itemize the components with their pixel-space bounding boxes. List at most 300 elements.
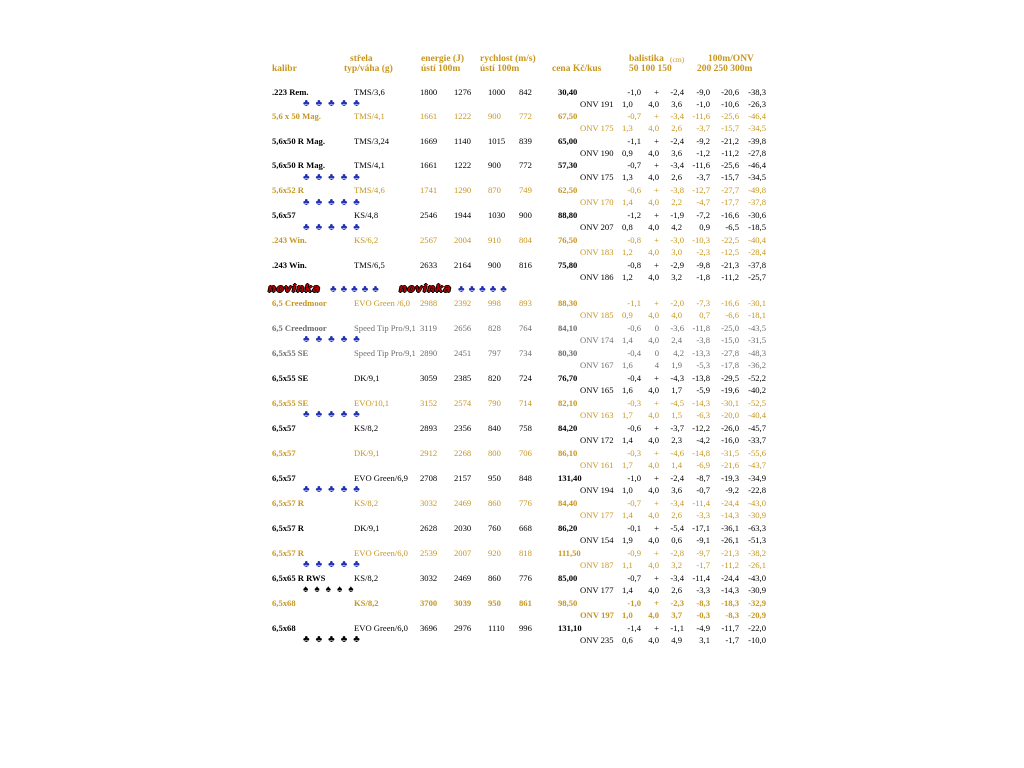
balistika-cell: + [654, 623, 659, 633]
rychlost-usti-cell: 900 [488, 111, 501, 121]
rychlost-100-cell: 749 [519, 185, 532, 195]
balistika-onv-cell: 3,0 [671, 247, 682, 257]
balistika-cell: -0,3 [627, 448, 641, 458]
balistika-onv-cell: 2,4 [671, 335, 682, 345]
onv-drop-onv-cell: -15,0 [721, 335, 739, 345]
onv-drop-onv-cell: -51,3 [748, 535, 766, 545]
rychlost-usti-cell: 797 [488, 348, 501, 358]
kalibr-cell: 6,5x57 R [272, 523, 304, 533]
balistika-cell: -2,4 [670, 136, 684, 146]
onv-drop-onv-cell: -17,8 [721, 360, 739, 370]
balistika-cell: -0,4 [627, 373, 641, 383]
energie-100-cell: 2164 [454, 260, 472, 270]
kalibr-cell: 5,6x52 R [272, 185, 304, 195]
balistika-onv-cell: 0,9 [622, 148, 633, 158]
onv-drop-onv-cell: -1,0 [696, 99, 710, 109]
rychlost-usti-cell: 800 [488, 448, 501, 458]
balistika-onv-cell: 4,0 [648, 510, 659, 520]
cena-cell: 131,10 [558, 623, 582, 633]
balistika-onv-cell: 1,0 [622, 99, 633, 109]
balistika-onv-cell: 4,2 [671, 222, 682, 232]
typ-cell: TMS/4,1 [354, 111, 385, 121]
kalibr-cell: 6,5x57 R [272, 548, 304, 558]
onv-drop-onv-cell: -10,6 [721, 99, 739, 109]
balistika-cell: + [654, 260, 659, 270]
balistika-cell: -2,0 [670, 298, 684, 308]
balistika-onv-cell: 1,9 [622, 535, 633, 545]
onv-drop-onv-cell: -1,7 [696, 560, 710, 570]
onv-drop-onv-cell: -43,7 [748, 460, 766, 470]
balistika-cell: + [654, 373, 659, 383]
balistika-cell: -3,4 [670, 111, 684, 121]
onv-drop-onv-cell: -40,4 [748, 410, 766, 420]
rychlost-100-cell: 996 [519, 623, 532, 633]
energie-usti-cell: 2708 [420, 473, 438, 483]
balistika-onv-cell: 4,0 [648, 410, 659, 420]
energie-100-cell: 2469 [454, 498, 472, 508]
energie-100-cell: 2157 [454, 473, 472, 483]
rychlost-usti-cell: 920 [488, 548, 501, 558]
onv-drop-onv-cell: -5,9 [696, 385, 710, 395]
typ-cell: EVO Green /6,0 [354, 298, 411, 308]
cena-cell: 76,70 [558, 373, 578, 383]
balistika-onv-cell: 3,2 [671, 272, 682, 282]
onv-drop-cell: -9,8 [696, 260, 710, 270]
typ-cell: DK/9,1 [354, 373, 380, 383]
balistika-onv-cell: 3,2 [671, 560, 682, 570]
novinka-badge-left: novinka [268, 282, 321, 295]
onv-drop-cell: -25,6 [721, 111, 739, 121]
typ-cell: TMS/6,5 [354, 260, 385, 270]
balistika-onv-cell: 4,0 [648, 460, 659, 470]
rychlost-usti-cell: 1015 [488, 136, 506, 146]
table-row [0, 323, 1024, 335]
onv-drop-onv-cell: -14,3 [721, 510, 739, 520]
onv-drop-onv-cell: -3,3 [696, 510, 710, 520]
header-energie-sub: ústí 100m [421, 64, 461, 74]
onv-drop-cell: -36,1 [721, 523, 739, 533]
onv-drop-cell: -27,7 [721, 185, 739, 195]
onv-drop-onv-cell: -1,2 [696, 148, 710, 158]
energie-usti-cell: 2539 [420, 548, 438, 558]
onv-distance-cell: ONV 177 [580, 585, 614, 595]
onv-drop-cell: -22,0 [748, 623, 766, 633]
rychlost-usti-cell: 1110 [488, 623, 505, 633]
balistika-onv-cell: 1,0 [622, 485, 633, 495]
onv-drop-onv-cell: -6,6 [725, 310, 739, 320]
onv-drop-onv-cell: -18,1 [748, 310, 766, 320]
balistika-onv-cell: 2,2 [671, 197, 682, 207]
onv-drop-onv-cell: -0,7 [696, 485, 710, 495]
kalibr-cell: 5,6x50 R Mag. [272, 136, 325, 146]
balistika-onv-cell: 4,0 [648, 222, 659, 232]
energie-usti-cell: 2890 [420, 348, 438, 358]
balistika-cell: -0,7 [627, 498, 641, 508]
rychlost-usti-cell: 1030 [488, 210, 506, 220]
onv-drop-onv-cell: -5,3 [696, 360, 710, 370]
table-row [0, 87, 1024, 99]
rychlost-100-cell: 758 [519, 423, 532, 433]
onv-drop-onv-cell: -20,9 [748, 610, 766, 620]
onv-drop-cell: -32,9 [748, 598, 766, 608]
rychlost-100-cell: 776 [519, 573, 532, 583]
table-row-sub [0, 485, 1024, 497]
onv-drop-onv-cell: -6,5 [725, 222, 739, 232]
header-balistika-sub: 50 100 150 [629, 64, 672, 74]
header-balistika-unit: (cm) [670, 55, 685, 64]
balistika-cell: -1,0 [627, 87, 641, 97]
energie-100-cell: 1290 [454, 185, 472, 195]
kalibr-cell: 6,5x57 [272, 473, 296, 483]
balistika-onv-cell: 4,0 [648, 535, 659, 545]
balistika-cell: -3,7 [670, 423, 684, 433]
table-row-sub [0, 335, 1024, 347]
kalibr-cell: 6,5 Creedmoor [272, 323, 327, 333]
balistika-onv-cell: 1,4 [622, 197, 633, 207]
kalibr-cell: 6,5x57 [272, 423, 296, 433]
cena-cell: 80,30 [558, 348, 578, 358]
header-rychlost-sub: ústí 100m [480, 64, 520, 74]
balistika-onv-cell: 2,6 [671, 172, 682, 182]
typ-cell: EVO Green/6,0 [354, 623, 408, 633]
balistika-onv-cell: 1,3 [622, 172, 633, 182]
balistika-onv-cell: 4,0 [648, 197, 659, 207]
energie-usti-cell: 3152 [420, 398, 438, 408]
onv-drop-cell: -16,6 [721, 298, 739, 308]
balistika-onv-cell: 1,4 [622, 585, 633, 595]
table-row [0, 523, 1024, 535]
balistika-cell: + [654, 598, 659, 608]
onv-drop-cell: -9,7 [696, 548, 710, 558]
balistika-onv-cell: 1,4 [671, 460, 682, 470]
balistika-cell: 0 [654, 348, 659, 358]
onv-drop-onv-cell: -26,1 [748, 560, 766, 570]
balistika-cell: -2,8 [670, 548, 684, 558]
balistika-cell: -4,6 [670, 448, 684, 458]
rychlost-usti-cell: 950 [488, 598, 501, 608]
balistika-cell: + [654, 136, 659, 146]
typ-cell: TMS/4,6 [354, 185, 385, 195]
balistika-onv-cell: 1,9 [671, 360, 682, 370]
energie-100-cell: 1140 [454, 136, 471, 146]
cena-cell: 111,50 [558, 548, 581, 558]
onv-drop-onv-cell: -11,2 [721, 560, 739, 570]
balistika-cell: + [654, 498, 659, 508]
onv-distance-cell: ONV 177 [580, 510, 614, 520]
energie-100-cell: 2030 [454, 523, 472, 533]
balistika-cell: + [654, 87, 659, 97]
rychlost-100-cell: 772 [519, 160, 532, 170]
rychlost-usti-cell: 828 [488, 323, 501, 333]
balistika-cell: -3,4 [670, 573, 684, 583]
cena-cell: 82,10 [558, 398, 578, 408]
onv-drop-onv-cell: -8,3 [725, 610, 739, 620]
onv-drop-onv-cell: -26,3 [748, 99, 766, 109]
balistika-cell: -0,6 [627, 185, 641, 195]
onv-distance-cell: ONV 183 [580, 247, 614, 257]
balistika-onv-cell: 0,6 [671, 535, 682, 545]
onv-drop-cell: -25,0 [721, 323, 739, 333]
energie-usti-cell: 3032 [420, 498, 438, 508]
energie-usti-cell: 3032 [420, 573, 438, 583]
onv-drop-cell: -40,4 [748, 235, 766, 245]
balistika-cell: -3,0 [670, 235, 684, 245]
balistika-onv-cell: 4,0 [648, 99, 659, 109]
onv-drop-cell: -8,3 [696, 598, 710, 608]
energie-100-cell: 2976 [454, 623, 472, 633]
balistika-cell: + [654, 111, 659, 121]
balistika-onv-cell: 4,0 [648, 610, 659, 620]
balistika-cell: + [654, 160, 659, 170]
header-balistika: balistika [629, 54, 664, 64]
onv-drop-cell: -30,1 [721, 398, 739, 408]
balistika-onv-cell: 1,6 [622, 385, 633, 395]
cena-cell: 88,30 [558, 298, 578, 308]
balistika-onv-cell: 4,0 [648, 560, 659, 570]
onv-distance-cell: ONV 187 [580, 560, 614, 570]
balistika-onv-cell: 4,0 [648, 272, 659, 282]
balistika-cell: -0,6 [627, 423, 641, 433]
energie-100-cell: 2007 [454, 548, 472, 558]
onv-drop-cell: -8,7 [696, 473, 710, 483]
onv-drop-cell: -7,2 [696, 210, 710, 220]
table-row-sub [0, 123, 1024, 135]
onv-drop-onv-cell: -34,5 [748, 172, 766, 182]
onv-drop-onv-cell: -0,3 [696, 610, 710, 620]
cena-cell: 86,10 [558, 448, 578, 458]
onv-drop-cell: -12,2 [692, 423, 710, 433]
onv-distance-cell: ONV 235 [580, 635, 614, 645]
onv-drop-onv-cell: -25,7 [748, 272, 766, 282]
energie-100-cell: 2469 [454, 573, 472, 583]
rychlost-100-cell: 861 [519, 598, 532, 608]
rychlost-100-cell: 893 [519, 298, 532, 308]
onv-distance-cell: ONV 174 [580, 335, 614, 345]
onv-drop-onv-cell: -40,2 [748, 385, 766, 395]
cena-cell: 84,40 [558, 498, 578, 508]
onv-distance-cell: ONV 185 [580, 310, 614, 320]
rychlost-100-cell: 816 [519, 260, 532, 270]
rychlost-100-cell: 734 [519, 348, 532, 358]
typ-cell: TMS/4,1 [354, 160, 385, 170]
table-row [0, 548, 1024, 560]
typ-cell: Speed Tip Pro/9,1 [354, 323, 416, 333]
balistika-cell: -2,9 [670, 260, 684, 270]
rychlost-100-cell: 818 [519, 548, 532, 558]
onv-drop-cell: -7,3 [696, 298, 710, 308]
onv-drop-onv-cell: -20,0 [721, 410, 739, 420]
energie-usti-cell: 1741 [420, 185, 438, 195]
onv-distance-cell: ONV 207 [580, 222, 614, 232]
cena-cell: 88,80 [558, 210, 578, 220]
onv-drop-cell: -46,4 [748, 160, 766, 170]
table-row [0, 473, 1024, 485]
cena-cell: 86,20 [558, 523, 578, 533]
onv-drop-onv-cell: -22,8 [748, 485, 766, 495]
balistika-onv-cell: 4,0 [648, 123, 659, 133]
rychlost-100-cell: 764 [519, 323, 532, 333]
header-onv: 100m/ONV [708, 54, 754, 64]
header-rychlost: rychlost (m/s) [480, 54, 536, 64]
onv-drop-onv-cell: -15,7 [721, 123, 739, 133]
balistika-cell: -1,1 [627, 136, 641, 146]
onv-drop-cell: -52,2 [748, 373, 766, 383]
balistika-cell: -3,4 [670, 160, 684, 170]
cena-cell: 30,40 [558, 87, 578, 97]
balistika-cell: -0,7 [627, 111, 641, 121]
rychlost-usti-cell: 860 [488, 573, 501, 583]
club-suit-icons: ♣♣♣♣♣ [303, 484, 366, 495]
header-typ-vaha: typ/váha (g) [344, 64, 393, 74]
energie-100-cell: 1276 [454, 87, 472, 97]
club-suit-icons: ♣♣♣♣♣ [303, 172, 366, 183]
kalibr-cell: 6,5x65 R RWS [272, 573, 326, 583]
table-row [0, 398, 1024, 410]
balistika-cell: + [654, 448, 659, 458]
energie-100-cell: 2451 [454, 348, 472, 358]
onv-drop-cell: -38,2 [748, 548, 766, 558]
table-row-sub [0, 610, 1024, 622]
cena-cell: 98,50 [558, 598, 578, 608]
table-row-sub [0, 360, 1024, 372]
balistika-onv-cell: 1,4 [622, 435, 633, 445]
onv-drop-cell: -55,6 [748, 448, 766, 458]
balistika-onv-cell: 4,0 [671, 310, 682, 320]
table-row [0, 348, 1024, 360]
typ-cell: KS/8,2 [354, 498, 379, 508]
onv-drop-cell: -30,1 [748, 298, 766, 308]
header-energie: energie (J) [421, 54, 464, 64]
onv-drop-cell: -13,8 [692, 373, 710, 383]
balistika-cell: -2,4 [670, 473, 684, 483]
onv-drop-onv-cell: -19,6 [721, 385, 739, 395]
balistika-onv-cell: 0,6 [622, 635, 633, 645]
onv-drop-onv-cell: -3,3 [696, 585, 710, 595]
balistika-cell: -0,9 [627, 548, 641, 558]
onv-drop-cell: -31,5 [721, 448, 739, 458]
cena-cell: 67,50 [558, 111, 578, 121]
onv-drop-cell: -21,3 [721, 548, 739, 558]
balistika-onv-cell: 4,0 [648, 172, 659, 182]
table-row [0, 235, 1024, 247]
onv-distance-cell: ONV 170 [580, 197, 614, 207]
onv-drop-onv-cell: -1,7 [725, 635, 739, 645]
onv-drop-onv-cell: -36,2 [748, 360, 766, 370]
balistika-cell: + [654, 473, 659, 483]
header-onv-sub: 200 250 300m [697, 64, 753, 74]
balistika-onv-cell: 1,4 [622, 335, 633, 345]
balistika-cell: -0,3 [627, 398, 641, 408]
table-row [0, 623, 1024, 635]
onv-drop-onv-cell: -21,6 [721, 460, 739, 470]
kalibr-cell: 6,5x55 SE [272, 373, 309, 383]
balistika-cell: + [654, 210, 659, 220]
energie-usti-cell: 2912 [420, 448, 438, 458]
balistika-cell: -3,4 [670, 498, 684, 508]
table-row-sub [0, 410, 1024, 422]
balistika-onv-cell: 1,7 [622, 410, 633, 420]
table-row-sub [0, 385, 1024, 397]
rychlost-usti-cell: 860 [488, 498, 501, 508]
club-suit-icons-banner-2: ♣♣♣♣♣ [458, 284, 511, 295]
cena-cell: 85,00 [558, 573, 578, 583]
energie-usti-cell: 3696 [420, 623, 438, 633]
balistika-cell: -1,2 [627, 210, 641, 220]
cena-cell: 62,50 [558, 185, 578, 195]
onv-drop-cell: -27,8 [721, 348, 739, 358]
typ-cell: KS/8,2 [354, 598, 379, 608]
rychlost-usti-cell: 790 [488, 398, 501, 408]
typ-cell: EVO Green/6,0 [354, 548, 408, 558]
typ-cell: TMS/3,24 [354, 136, 390, 146]
balistika-onv-cell: 4,0 [648, 435, 659, 445]
energie-usti-cell: 3119 [420, 323, 437, 333]
rychlost-100-cell: 706 [519, 448, 532, 458]
onv-drop-onv-cell: -12,5 [721, 247, 739, 257]
kalibr-cell: 6,5x55 SE [272, 398, 309, 408]
rychlost-100-cell: 839 [519, 136, 532, 146]
balistika-cell: -1,1 [670, 623, 684, 633]
balistika-cell: -0,6 [627, 323, 641, 333]
onv-distance-cell: ONV 167 [580, 360, 614, 370]
balistika-cell: -0,8 [627, 235, 641, 245]
energie-100-cell: 2004 [454, 235, 472, 245]
energie-usti-cell: 3059 [420, 373, 438, 383]
table-row-sub [0, 172, 1024, 184]
rychlost-100-cell: 776 [519, 498, 532, 508]
onv-drop-cell: -43,0 [748, 498, 766, 508]
balistika-cell: -5,4 [670, 523, 684, 533]
onv-drop-cell: -30,6 [748, 210, 766, 220]
onv-drop-cell: -9,2 [696, 136, 710, 146]
onv-drop-onv-cell: -2,3 [696, 247, 710, 257]
table-row-sub [0, 222, 1024, 234]
onv-drop-onv-cell: -15,7 [721, 172, 739, 182]
balistika-cell: -0,7 [627, 573, 641, 583]
cena-cell: 65,00 [558, 136, 578, 146]
onv-drop-onv-cell: -10,0 [748, 635, 766, 645]
table-row [0, 448, 1024, 460]
onv-drop-cell: -11,7 [721, 623, 739, 633]
onv-drop-onv-cell: -9,2 [725, 485, 739, 495]
onv-distance-cell: ONV 172 [580, 435, 614, 445]
balistika-onv-cell: 2,6 [671, 510, 682, 520]
onv-drop-onv-cell: -33,7 [748, 435, 766, 445]
onv-drop-cell: -22,5 [721, 235, 739, 245]
balistika-cell: -1,1 [627, 298, 641, 308]
table-row [0, 423, 1024, 435]
club-suit-icons: ♣♣♣♣♣ [303, 334, 366, 345]
onv-drop-onv-cell: -30,9 [748, 585, 766, 595]
balistika-cell: -4,3 [670, 373, 684, 383]
onv-distance-cell: ONV 154 [580, 535, 614, 545]
balistika-cell: + [654, 573, 659, 583]
table-row-sub [0, 197, 1024, 209]
onv-drop-cell: -26,0 [721, 423, 739, 433]
club-suit-icons: ♣♣♣♣♣ [303, 409, 366, 420]
club-suit-icons: ♣♣♣♣♣ [303, 222, 366, 233]
onv-distance-cell: ONV 175 [580, 172, 614, 182]
rychlost-100-cell: 842 [519, 87, 532, 97]
energie-usti-cell: 2633 [420, 260, 438, 270]
balistika-cell: -2,4 [670, 87, 684, 97]
balistika-onv-cell: 4,0 [648, 635, 659, 645]
rychlost-100-cell: 772 [519, 111, 532, 121]
balistika-onv-cell: 1,3 [622, 123, 633, 133]
balistika-onv-cell: 4,0 [648, 385, 659, 395]
table-row-sub [0, 560, 1024, 572]
table-row-sub [0, 460, 1024, 472]
